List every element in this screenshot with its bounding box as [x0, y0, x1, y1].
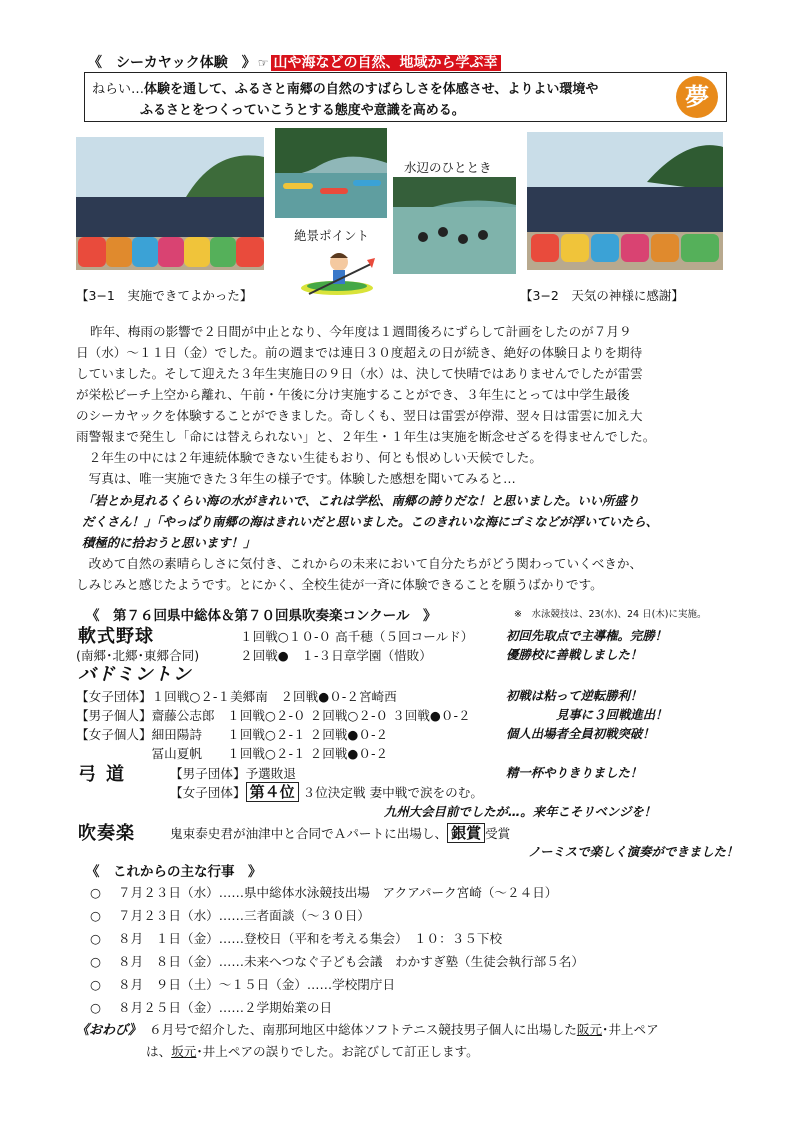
photo-waterside: [393, 177, 516, 274]
kayak-paragraph: 雨警報まで発生し「命には替えられない」と、２年生・１年生は実施を断念せざるを得ませんでした。: [76, 429, 656, 444]
caption-class-3-2: 【3−2 天気の神様に感謝】: [520, 288, 684, 303]
aim-label: ねらい…: [92, 82, 145, 97]
student-quotes: [82, 490, 658, 553]
baseball-comment-1: 初回先取点で主導権。完勝！: [506, 628, 668, 643]
caption-waterside: 水辺のひととき: [404, 160, 492, 175]
swimming-note: ※ 水泳競技は、23(水)、24 日(木)に実施。: [514, 609, 707, 620]
event-text: ８月 ９日（土）～１５日（金）……学校閉庁日: [118, 977, 396, 992]
event-item: [90, 974, 395, 993]
kayaker-icon: [299, 244, 377, 299]
circle-bullet-icon: ○: [90, 885, 101, 900]
baseball-team: (南郷･北郷･東郷合同): [76, 648, 200, 663]
apology-text: ６月号で紹介した、南那珂地区中総体ソフトテニス競技男子個人に出場した: [149, 1022, 577, 1037]
kayak-theme-badge: 山や海などの自然、地域から学ぶ幸: [271, 55, 501, 71]
apology-text: ･井上ペア: [602, 1022, 659, 1037]
kyudo-men-team: 【男子団体】予選敗退: [170, 766, 296, 781]
kayak-section-title: [88, 52, 501, 72]
badminton-row: 【女子個人】細田陽詩 １回戦○２-１ ２回戦●０-２: [76, 727, 389, 742]
band-label: 吹奏楽: [78, 823, 135, 844]
event-text: ７月２３日（水）……三者面談（～３０日）: [118, 908, 370, 923]
event-text: ８月 １日（金）……登校日（平和を考える集会） １０：３５下校: [118, 931, 503, 946]
kyudo-women-team: [170, 781, 483, 802]
baseball-label: 軟式野球: [78, 626, 154, 647]
apology-text: ･井上ペアの誤りでした。お詫びして訂正します。: [196, 1044, 479, 1059]
kayak-paragraph: ２年生の中には２年連続体験できない生徒もおり、何とも恨めしい天候でした。: [76, 450, 542, 465]
kayak-paragraph: が栄松ビーチ上空から離れ、午前・午後に分け実施することができ、３年生にとっては中学生最後: [76, 387, 630, 402]
event-item: [90, 951, 584, 970]
badminton-comment: 見事に３回戦進出！: [556, 707, 668, 722]
photo-group-beach-right: [527, 132, 723, 270]
kayak-paragraph: 日（水）～１１日（金）でした。前の週までは連日３０度超えの日が続き、絶好の体験日よりを期待: [76, 345, 643, 360]
kayak-closing: [76, 553, 726, 595]
event-text: ８月 ８日（金）……未来へつなぐ子ども会議 わかすぎ塾（生徒会執行部５名）: [118, 954, 584, 969]
dream-icon: 夢: [676, 76, 718, 118]
kayak-illustration: [299, 244, 377, 299]
kyudo-comment-1: 精一杯やりきりました！: [506, 765, 643, 780]
closing-paragraph: しみじみと感じたようです。とにかく、全校生徒が一斉に体験できることを願うばかりです。: [76, 577, 603, 592]
photo-group-beach-left: [76, 137, 264, 270]
aim-line-1: [92, 78, 598, 97]
baseball-round2: ２回戦● １-３日章学園（惜敗）: [240, 648, 432, 663]
kyudo-comment-2: 九州大会目前でしたが…。来年こそリベンジを！: [384, 804, 657, 819]
kyudo-rank-badge: 第４位: [246, 782, 299, 802]
kayak-paragraph: 昨年、梅雨の影響で２日間が中止となり、今年度は１週間後ろにずらして計画をしたのが７月９: [90, 324, 632, 339]
kayak-paragraph: 写真は、唯一実施できた３年生の様子です。体験した感想を聞いてみると…: [76, 471, 516, 486]
event-item: [90, 928, 502, 947]
badminton-comment: 個人出場者全員初戦突破！: [506, 726, 655, 741]
event-item: [90, 997, 332, 1016]
aim-text-1: 体験を通して、ふるさと南郷の自然のすばらしさを体感させ、よりよい環境や: [144, 82, 599, 97]
circle-bullet-icon: ○: [90, 954, 101, 969]
pointing-hand-icon: ☞: [257, 56, 269, 70]
kyudo-women-label: 【女子団体】: [170, 785, 246, 800]
band-comment: ノーミスで楽しく演奏ができました！: [528, 844, 739, 859]
band-text-2: 受賞: [485, 826, 511, 841]
band-result: [170, 822, 510, 843]
baseball-comment-2: 優勝校に善戦しました！: [506, 647, 643, 662]
badminton-row: 冨山夏帆 １回戦○２-１ ２回戦●０-２: [76, 746, 389, 761]
band-award-badge: 銀賞: [447, 823, 485, 843]
kayak-title-text: 《 シーカヤック体験 》: [88, 55, 256, 71]
events-section-title: 《 これからの主な行事 》: [86, 864, 262, 880]
apology-line-2: [146, 1041, 479, 1060]
event-item: [90, 905, 370, 924]
kyudo-women-result: ３位決定戦 妻中戦で涙をのむ。: [302, 785, 483, 800]
correct-name: 坂元: [171, 1044, 197, 1059]
wrong-name: 阪元: [576, 1022, 603, 1037]
caption-scenic-point: 絶景ポイント: [294, 228, 370, 243]
circle-bullet-icon: ○: [90, 931, 101, 946]
badminton-label: バドミントン: [78, 664, 192, 685]
baseball-round1: １回戦○１０-０ 高千穂（５回コールド）: [240, 629, 474, 644]
photo-class-3-1: [76, 137, 264, 270]
closing-paragraph: 改めて自然の素晴らしさに気付き、これからの未来において自分たちがどう関わっていくべきか、: [76, 556, 643, 571]
photo-kayaking-on-sea: [275, 128, 387, 218]
event-text: ７月２３日（水）……県中総体水泳競技出場 アクアパーク宮崎（～２４日）: [118, 885, 558, 900]
band-text: 鬼束泰史君が油津中と合同でＡパートに出場し、: [170, 826, 448, 841]
student-quote-line: 積極的に拾おうと思います！」: [82, 535, 256, 550]
caption-class-3-1: 【3−1 実施できてよかった】: [76, 288, 253, 303]
kayak-paragraph: のシーカヤックを体験することができました。奇しくも、翌日は雷雲が停滞、翌々日は雷雲に加え大: [76, 408, 643, 423]
circle-bullet-icon: ○: [90, 908, 101, 923]
photo-students-in-water: [393, 177, 516, 274]
student-quote-line: 「岩とか見れるくらい海の水がきれいで、これは学松、南郷の誇りだな！と思いました。いい所盛り: [82, 493, 640, 508]
aim-line-2: ふるさとをつくっていこうとする態度や意識を高める。: [140, 103, 465, 118]
photo-kayaks-water: [275, 128, 387, 218]
circle-bullet-icon: ○: [90, 977, 101, 992]
event-item: [90, 882, 557, 901]
badminton-row: 【女子団体】１回戦○２-１美郷南 ２回戦●０-２宮崎西: [76, 689, 397, 704]
apology-line-1: [76, 1019, 659, 1038]
sports-section-title: 《 第７６回県中総体＆第７０回県吹奏楽コンクール 》: [86, 608, 437, 624]
kayak-paragraph: していました。そして迎えた３年生実施日の９日（水）は、決して快晴ではありませんでしたが雷雲: [76, 366, 643, 381]
student-quote-line: だくさん！」「やっぱり南郷の海はきれいだと思いました。このきれいな海にゴミなどが浮いていたら、: [82, 514, 659, 529]
kayak-report-body: [76, 321, 726, 489]
badminton-comment: 初戦は粘って逆転勝利！: [506, 688, 643, 703]
event-text: ８月２５日（金）……２学期始業の日: [118, 1000, 333, 1015]
apology-label: 《おわび》: [76, 1023, 142, 1038]
kyudo-label: 弓道: [78, 764, 134, 785]
circle-bullet-icon: ○: [90, 1000, 101, 1015]
apology-text: は、: [146, 1044, 172, 1059]
badminton-row: 【男子個人】齋藤公志郎 １回戦○２-０ ２回戦○２-０ ３回戦●０-２: [76, 708, 471, 723]
photo-class-3-2: [527, 132, 723, 270]
